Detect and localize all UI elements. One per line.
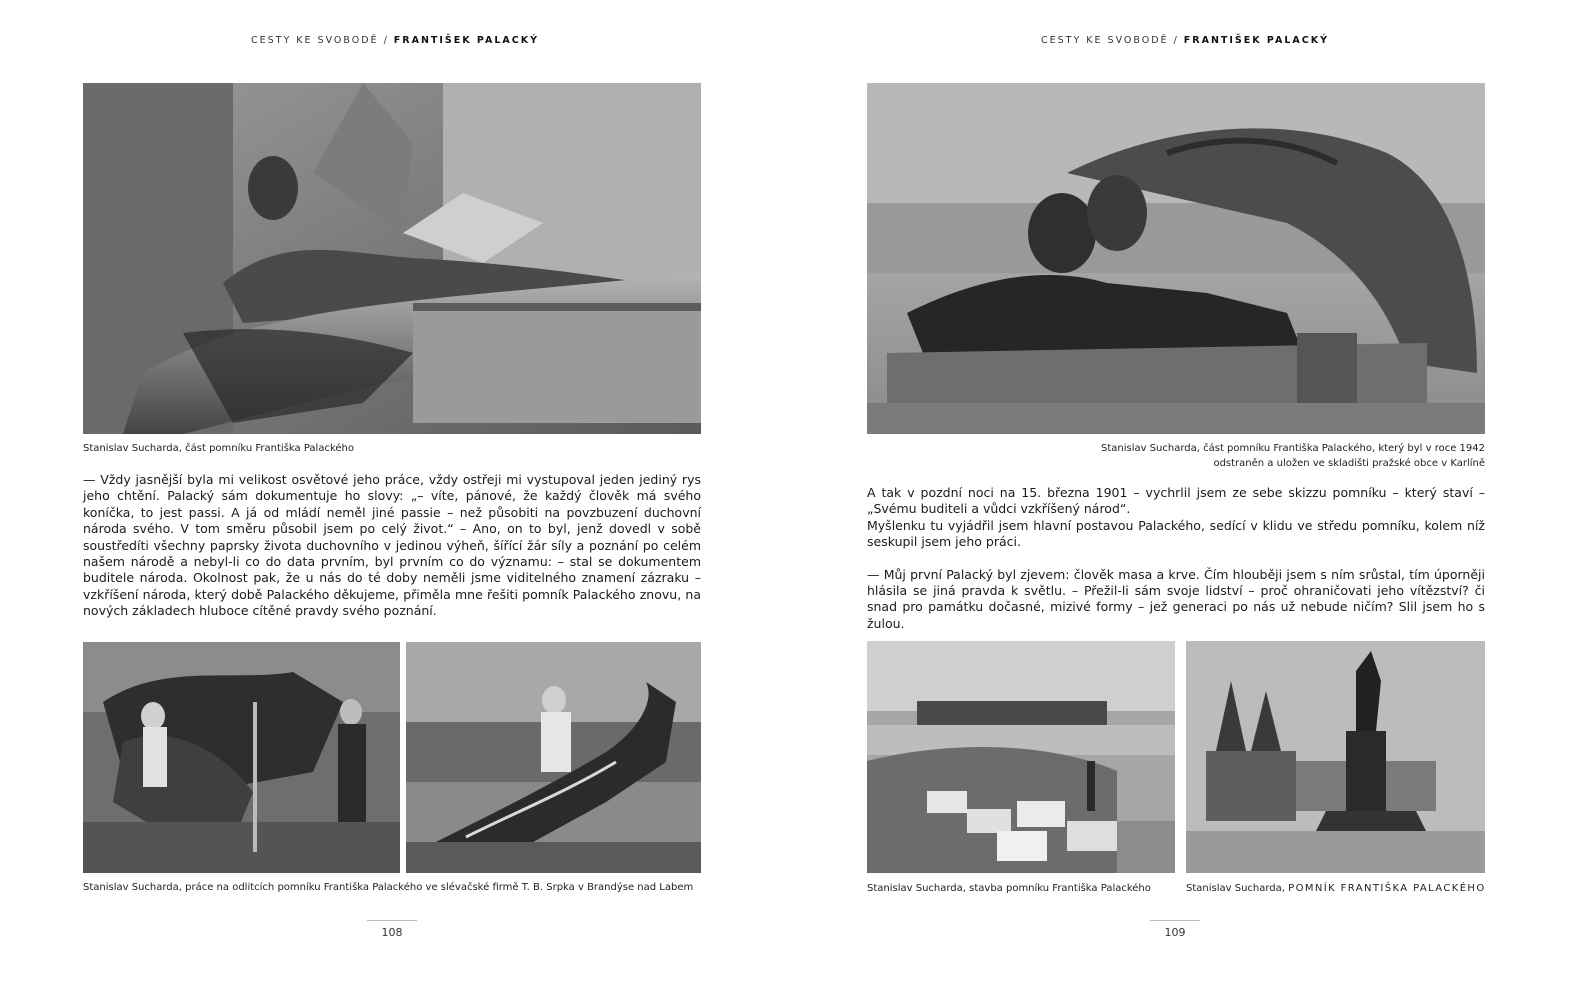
photo-monument-complete bbox=[1186, 641, 1485, 873]
photo-caption-top-left: Stanislav Sucharda, část pomníku Františka Palackého bbox=[83, 443, 354, 454]
running-head-series: CESTY KE SVOBODĚ / bbox=[251, 35, 389, 46]
caption-title-caps: POMNÍK FRANTIŠKA PALACKÉHO bbox=[1288, 883, 1486, 894]
photo-caption-top-right-line2: odstraněn a uložen ve skladišti pražské obce v Karlíně bbox=[1213, 458, 1485, 469]
photo-casting-workers-image bbox=[83, 642, 400, 873]
photo-monument-part-image bbox=[83, 83, 701, 434]
photo-monument-construction bbox=[867, 641, 1175, 873]
photo-casting-figure bbox=[406, 642, 701, 873]
photo-caption-top-right bbox=[867, 441, 1485, 471]
right-page bbox=[790, 0, 1580, 1000]
photo-caption-bottom-right-a: Stanislav Sucharda, stavba pomníku Františka Palackého bbox=[867, 883, 1151, 894]
paragraph-right-1: A tak v pozdní noci na 15. března 1901 – vychrlil jsem ze sebe skizzu pomníku – který staví – „Svému buditeli a vůdci vzkříšený národ“. bbox=[867, 485, 1485, 517]
photo-monument-part bbox=[83, 83, 701, 434]
page-number-right: 109 bbox=[1164, 926, 1186, 939]
paragraph-right-2: Myšlenku tu vyjádřil jsem hlavní postavou Palackého, sedící v klidu ve středu pomníku, kolem níž seskupil jsem jeho práci. bbox=[867, 517, 1485, 550]
photo-winged-group bbox=[867, 83, 1485, 434]
body-text-right bbox=[867, 485, 1485, 632]
photo-winged-group-image bbox=[867, 83, 1485, 434]
folio-rule-left bbox=[367, 920, 417, 921]
folio-rule-right bbox=[1150, 920, 1200, 921]
paragraph-left: — Vždy jasnější byla mi velikost osvětové jeho práce, vždy ostřeji mi vystupoval jeden jediný rys jeho chtění. Palacký sám dokumentuje ho slovy: „– víte, pánové, že každý člověk má svého koníčka, to jest passi. A já od mládí neměl jiné passie – než působiti na povzbuzení duchovní národa svého. V tom směru působil jsem po celý život.“ – Ano, on to byl, jenž dovedl v sobě soustředíti všechny paprsky života duchovního v jedinou výheň, šířící žár síly a poznání po celém našem národě a nebyl-li co do data prvním, byl prvním co do významu: – stal se dokumentem buditele národa. Okolnost pak, že u nás do té doby neměli jsme viditelného znamení zázraku – vzkříšení národa, který době Palackého děkujeme, přiměla mne řešiti pomník Palackého znovu, na nových základech hluboce cítěné pravdy svého poznání. bbox=[83, 472, 701, 619]
body-text-left bbox=[83, 472, 701, 620]
paragraph-right-3: — Můj první Palacký byl zjevem: člověk masa a krve. Čím hlouběji jsem s ním srůstal, tím úporněji hlásila se jiná pravda k světlu. – Přežil-li sám svoje lidství – proč ohraničovati jeho vítězství? či snad pro památku dočasné, mizivé formy – jež generaci po nás už nebude ničím? Slil jsem ho s žulou. bbox=[867, 566, 1485, 631]
photo-monument-construction-image bbox=[867, 641, 1175, 873]
photo-casting-workers bbox=[83, 642, 400, 873]
photo-monument-complete-image bbox=[1186, 641, 1485, 873]
caption-author: Stanislav Sucharda, bbox=[1186, 883, 1285, 894]
photo-casting-figure-image bbox=[406, 642, 701, 873]
running-head-right bbox=[790, 35, 1580, 46]
running-head-title: FRANTIŠEK PALACKÝ bbox=[1183, 35, 1329, 46]
photo-caption-top-right-line1: Stanislav Sucharda, část pomníku Františka Palackého, který byl v roce 1942 bbox=[1100, 443, 1485, 454]
running-head-series: CESTY KE SVOBODĚ / bbox=[1041, 35, 1179, 46]
photo-caption-bottom-right-b bbox=[1186, 881, 1516, 896]
page-number-left: 108 bbox=[381, 926, 403, 939]
running-head-title: FRANTIŠEK PALACKÝ bbox=[393, 35, 539, 46]
photo-caption-bottom-left: Stanislav Sucharda, práce na odlitcích pomníku Františka Palackého ve slévačské firmě T. B. Srpka v Brandýse nad Labem bbox=[83, 882, 694, 893]
running-head-left bbox=[0, 35, 790, 46]
